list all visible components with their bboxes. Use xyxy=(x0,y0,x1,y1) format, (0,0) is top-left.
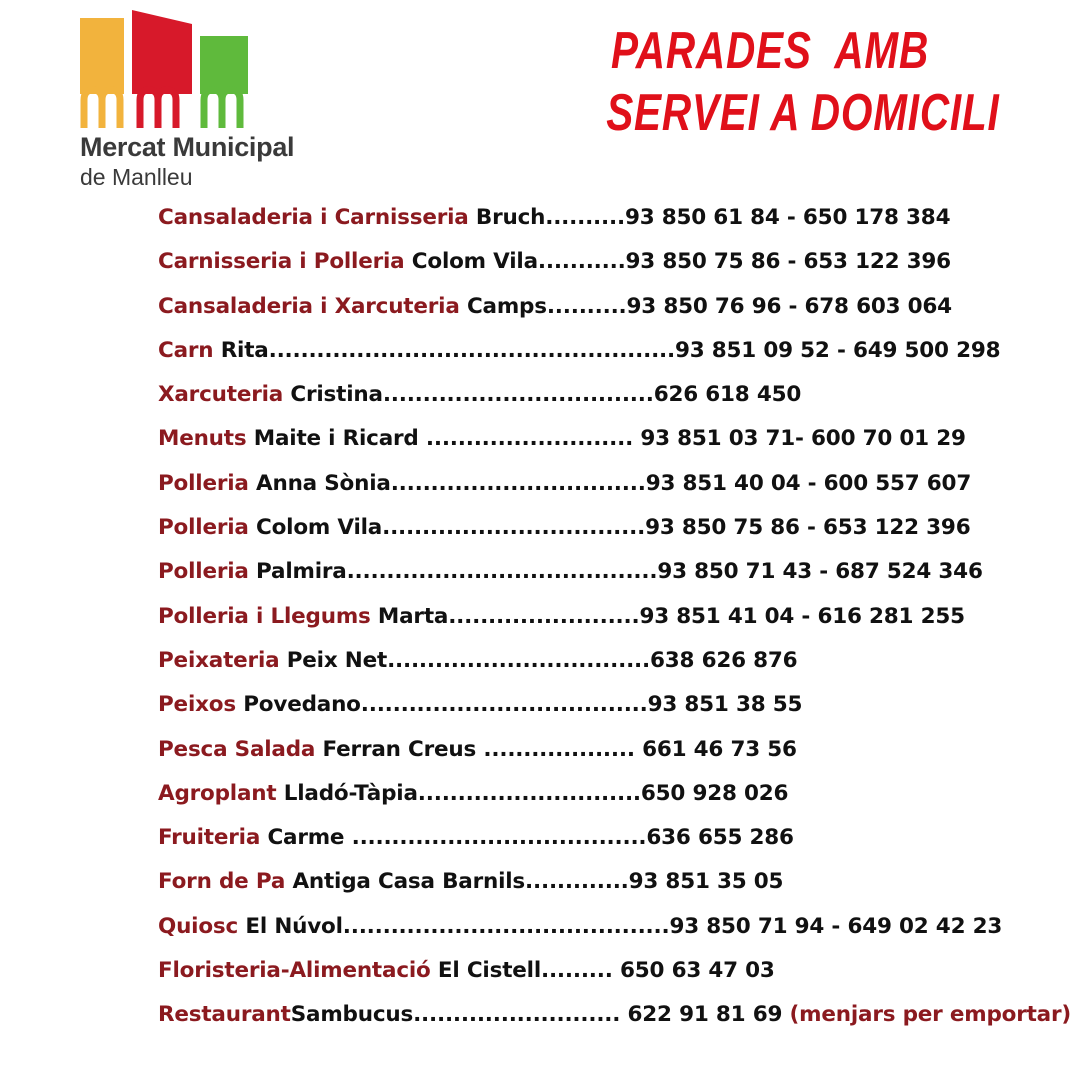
list-item xyxy=(158,951,1071,995)
stall-dots: .................................. xyxy=(382,382,654,408)
stall-name: Lladó-Tàpia xyxy=(283,780,418,806)
stall-category: Peixateria xyxy=(158,647,280,673)
stall-separator xyxy=(431,958,438,983)
stall-category: Pesca Salada xyxy=(158,736,316,762)
list-item xyxy=(158,198,1071,242)
stall-name: Rita xyxy=(220,337,269,363)
stall-dots: .......... xyxy=(546,293,627,319)
stall-phone: 622 91 81 69 xyxy=(627,1002,783,1028)
stall-note: (menjars per emportar) xyxy=(782,1002,1072,1028)
stall-dots: ..................................... xyxy=(344,825,647,851)
stall-separator xyxy=(405,249,412,274)
stall-dots: ................................. xyxy=(387,647,650,673)
stall-name: Palmira xyxy=(256,559,347,585)
stall-phone: 661 46 73 56 xyxy=(642,736,797,762)
stall-category: Fruiteria xyxy=(158,825,261,851)
list-item xyxy=(158,287,1071,331)
stall-category: Xarcuteria xyxy=(158,382,284,408)
stall-dots: ............................ xyxy=(417,780,641,806)
stall-name: Cristina xyxy=(290,382,383,408)
stall-dots: ................................ xyxy=(390,470,646,496)
logo-name-line2: de Manlleu xyxy=(80,164,193,190)
list-item xyxy=(158,774,1071,818)
stall-separator xyxy=(276,781,283,806)
stall-separator xyxy=(371,604,378,629)
stall-phone: 93 851 35 05 xyxy=(628,869,784,895)
stall-phone: 93 850 71 94 - 649 02 42 23 xyxy=(669,913,1003,939)
stall-dots: ............. xyxy=(525,869,629,895)
stall-name: Peix Net xyxy=(286,647,388,673)
list-item xyxy=(158,508,1071,552)
stall-phone: 93 851 03 71- 600 70 01 29 xyxy=(640,426,966,452)
list-item xyxy=(158,907,1071,951)
stall-phone: 93 851 38 55 xyxy=(647,692,803,718)
stall-dots: ......................................... xyxy=(342,913,670,939)
stall-name: Maite i Ricard xyxy=(253,426,419,452)
stall-phone: 626 618 450 xyxy=(653,382,802,408)
stall-separator xyxy=(249,559,256,584)
stall-phone: 93 851 41 04 - 616 281 255 xyxy=(639,603,965,629)
stall-name: Ferran Creus xyxy=(322,736,477,762)
list-item xyxy=(158,552,1071,596)
stall-name: Camps xyxy=(466,293,547,319)
stall-dots: ................... xyxy=(476,736,643,762)
stall-separator xyxy=(246,426,253,451)
stall-name: Antiga Casa Barnils xyxy=(292,869,526,895)
stall-phone: 93 850 71 43 - 687 524 346 xyxy=(657,559,983,585)
stall-dots: .................................... xyxy=(360,692,648,718)
stall-separator xyxy=(213,338,220,363)
stall-dots: ......... xyxy=(541,958,620,984)
stall-separator xyxy=(279,648,286,673)
stall-category: Menuts xyxy=(158,426,247,452)
stall-separator xyxy=(469,205,476,230)
stall-category: Restaurant xyxy=(158,1002,291,1028)
list-item xyxy=(158,419,1071,463)
stall-name: Marta xyxy=(377,603,449,629)
title-line1: PARADES AMB xyxy=(610,22,930,80)
stall-category: Floristeria-Alimentació xyxy=(158,958,431,984)
stall-phone: 93 851 40 04 - 600 557 607 xyxy=(645,470,972,496)
list-item xyxy=(158,995,1071,1039)
stall-category: Forn de Pa xyxy=(158,869,286,895)
stall-separator xyxy=(249,515,256,540)
list-item xyxy=(158,242,1071,286)
stall-category: Polleria xyxy=(158,470,249,496)
stall-category: Polleria i Llegums xyxy=(158,603,371,629)
stall-dots: ........... xyxy=(537,249,626,275)
list-item xyxy=(158,464,1071,508)
mercat-logo xyxy=(78,10,318,190)
stall-category: Polleria xyxy=(158,515,249,541)
page-title xyxy=(606,20,1000,144)
list-item xyxy=(158,641,1071,685)
stall-category: Carnisseria i Polleria xyxy=(158,249,405,275)
stall-name: Sambucus xyxy=(290,1002,414,1028)
stall-category: Agroplant xyxy=(158,780,277,806)
stall-name: Carme xyxy=(267,825,345,851)
list-item xyxy=(158,685,1071,729)
stall-phone: 93 850 75 86 - 653 122 396 xyxy=(645,515,971,541)
stall-dots: ........................ xyxy=(448,603,640,629)
logo-name-line1: Mercat Municipal xyxy=(80,132,295,162)
stall-phone: 650 63 47 03 xyxy=(620,958,775,984)
stall-category: Carn xyxy=(158,337,214,363)
stall-dots: ....................................... xyxy=(346,559,658,585)
stall-phone: 93 850 75 86 - 653 122 396 xyxy=(625,249,951,275)
stall-category: Cansaladeria i Xarcuteria xyxy=(158,293,460,319)
stall-name: Bruch xyxy=(475,205,546,230)
stall-category: Cansaladeria i Carnisseria xyxy=(158,205,469,230)
stall-separator xyxy=(460,294,467,319)
list-item xyxy=(158,818,1071,862)
stall-category: Quiosc xyxy=(158,913,239,939)
stall-separator xyxy=(315,737,322,762)
stall-phone: 638 626 876 xyxy=(650,647,798,673)
stall-phone: 636 655 286 xyxy=(646,825,794,851)
stall-dots: ................................. xyxy=(382,515,646,541)
stall-phone: 93 850 76 96 - 678 603 064 xyxy=(626,293,952,319)
stall-list xyxy=(158,198,1071,1040)
list-item xyxy=(158,730,1071,774)
stall-separator xyxy=(249,471,256,496)
list-item xyxy=(158,331,1071,375)
stall-name: Colom Vila xyxy=(411,249,538,275)
list-item xyxy=(158,375,1071,419)
stall-name: Colom Vila xyxy=(256,515,383,541)
stall-category: Polleria xyxy=(158,559,249,585)
list-item xyxy=(158,862,1071,906)
title-line2: SERVEI A DOMICILI xyxy=(606,84,1000,142)
stall-dots: .......................... xyxy=(418,426,641,452)
stall-phone: 93 850 61 84 - 650 178 384 xyxy=(624,205,951,230)
market-logo-icon xyxy=(78,10,253,130)
stall-dots: .......... xyxy=(545,205,625,230)
stall-name: Anna Sònia xyxy=(256,470,391,496)
stall-name: El Cistell xyxy=(437,958,541,984)
stall-dots: ................................................... xyxy=(268,337,675,363)
stall-name: Povedano xyxy=(243,692,361,718)
stall-phone: 650 928 026 xyxy=(640,780,789,806)
stall-dots: .......................... xyxy=(413,1002,628,1028)
list-item xyxy=(158,597,1071,641)
stall-category: Peixos xyxy=(158,692,236,718)
stall-name: El Núvol xyxy=(245,913,343,939)
stall-phone: 93 851 09 52 - 649 500 298 xyxy=(674,337,1001,363)
